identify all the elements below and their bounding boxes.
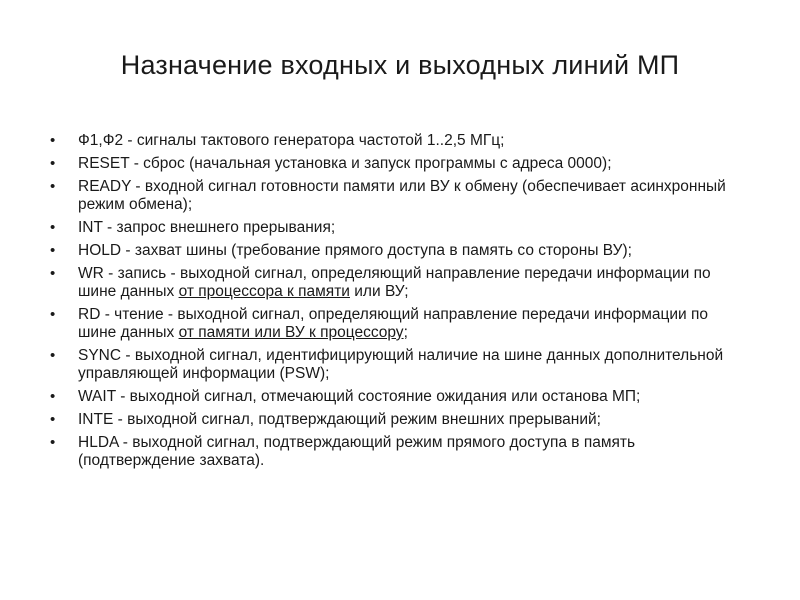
list-item-text [78, 155, 612, 172]
list-item-text [78, 178, 726, 213]
list-item [48, 155, 748, 173]
text-segment: WR - запись - выходной сигнал, определяющий направление передачи информации по шине данных [78, 265, 711, 300]
bullet-icon: • [50, 132, 56, 149]
list-item-text [78, 242, 632, 259]
text-segment: INT - запрос внешнего прерывания; [78, 219, 336, 236]
bullet-icon: • [50, 347, 56, 364]
bullet-icon: • [50, 178, 56, 195]
list-item-text [78, 434, 635, 469]
bullet-list [48, 132, 748, 475]
text-segment: INTE - выходной сигнал, подтверждающий режим внешних прерываний; [78, 411, 601, 428]
underlined-text: от процессора к памяти [178, 283, 350, 300]
bullet-icon: • [50, 242, 56, 259]
bullet-icon: • [50, 411, 56, 428]
list-item-text [78, 411, 601, 428]
list-item-text [78, 347, 723, 382]
list-item-text [78, 306, 708, 341]
text-segment: HLDA - выходной сигнал, подтверждающий режим прямого доступа в память (подтверждение захвата). [78, 434, 636, 469]
text-segment: HOLD - захват шины (требование прямого доступа в память со стороны ВУ); [78, 242, 632, 259]
text-segment: WAIT - выходной сигнал, отмечающий состояние ожидания или останова МП; [78, 388, 641, 405]
list-item [48, 178, 748, 214]
text-segment: Ф1,Ф2 - сигналы тактового генератора частотой 1..2,5 МГц; [78, 132, 505, 149]
list-item-text [78, 219, 335, 236]
bullet-icon: • [50, 265, 56, 282]
text-segment: READY - входной сигнал готовности памяти или ВУ к обмену (обеспечивает асинхронный режим обмена); [78, 178, 726, 213]
list-item [48, 265, 748, 301]
list-item [48, 132, 748, 150]
list-item [48, 434, 748, 470]
list-item [48, 306, 748, 342]
list-item [48, 388, 748, 406]
list-item-text [78, 265, 711, 300]
slide-title: Назначение входных и выходных линий МП [120, 50, 680, 80]
list-item [48, 242, 748, 260]
list-item-text [78, 132, 504, 149]
bullet-icon: • [50, 219, 56, 236]
text-segment: ; [403, 324, 408, 341]
text-segment: SYNC - выходной сигнал, идентифицирующий наличие на шине данных дополнительной управляющей информации (PSW); [78, 347, 724, 382]
bullet-icon: • [50, 155, 56, 172]
underlined-text: от памяти или ВУ к процессору [178, 324, 404, 341]
list-item [48, 347, 748, 383]
bullet-icon: • [50, 388, 56, 405]
text-segment: RD - чтение - выходной сигнал, определяющий направление передачи информации по шине данных [78, 306, 708, 341]
list-item [48, 219, 748, 237]
text-segment: или ВУ; [349, 283, 409, 300]
list-item [48, 411, 748, 429]
bullet-icon: • [50, 306, 56, 323]
text-segment: RESET - сброс (начальная установка и запуск программы с адреса 0000); [78, 155, 612, 172]
bullet-icon: • [50, 434, 56, 451]
list-item-text [78, 388, 640, 405]
